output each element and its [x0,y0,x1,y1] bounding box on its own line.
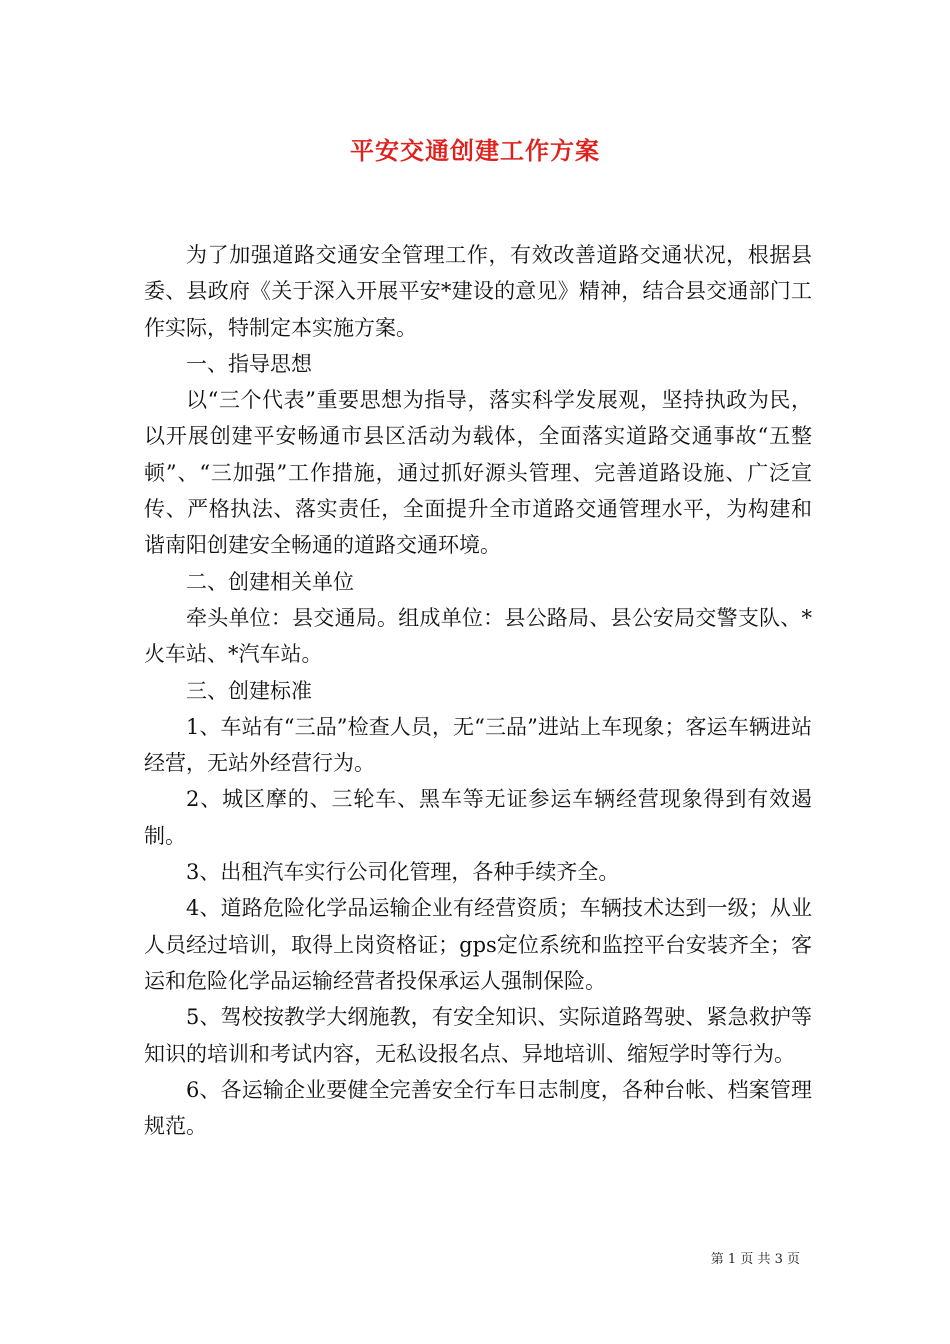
standard-item-3: 3、出租汽车实行公司化管理，各种手续齐全。 [186,860,620,885]
standard-item-4: 4、道路危险化学品运输企业有经营资质；车辆技术达到一级；从业人员经过培训，取得上岗资格证；gps定位系统和监控平台安装齐全；客运和危险化学品运输经营者投保承运人强制保险。 [144,896,812,993]
document-body [144,237,812,1144]
paragraph-units: 牵头单位：县交通局。组成单位：县公路局、县公安局交警支队、*火车站、*汽车站。 [144,605,812,667]
document-title: 平安交通创建工作方案 [350,136,600,165]
paragraph-guiding-ideology: 以“三个代表”重要思想为指导，落实科学发展观，坚持执政为民，以开展创建平安畅通市县区活动为载体，全面落实道路交通事故“五整顿”、“三加强”工作措施，通过抓好源头管理、完善道路设施、广泛宣传、严格执法、落实责任，全面提升全市道路交通管理水平，为构建和谐南阳创建安全畅通的道路交通环境。 [144,388,812,558]
intro-paragraph: 为了加强道路交通安全管理工作，有效改善道路交通状况，根据县委、县政府《关于深入开展平安*建设的意见》精神，结合县交通部门工作实际，特制定本实施方案。 [144,243,812,340]
section-heading-units: 二、创建相关单位 [186,569,354,594]
standard-item-6: 6、各运输企业要健全完善安全行车日志制度，各种台帐、档案管理规范。 [144,1077,812,1139]
standard-item-1: 1、车站有“三品”检查人员，无“三品”进站上车现象；客运车辆进站经营，无站外经营行为。 [144,714,812,776]
section-heading-guiding-ideology: 一、指导思想 [186,351,312,376]
standard-item-2: 2、城区摩的、三轮车、黑车等无证参运车辆经营现象得到有效遏制。 [144,787,812,848]
section-heading-standards: 三、创建标准 [186,678,312,703]
page-number-footer: 第 1 页 共 3 页 [710,1252,800,1267]
standard-item-5: 5、驾校按教学大纲施教，有安全知识、实际道路驾驶、紧急救护等知识的培训和考试内容，无私设报名点、异地培训、缩短学时等行为。 [144,1005,812,1066]
